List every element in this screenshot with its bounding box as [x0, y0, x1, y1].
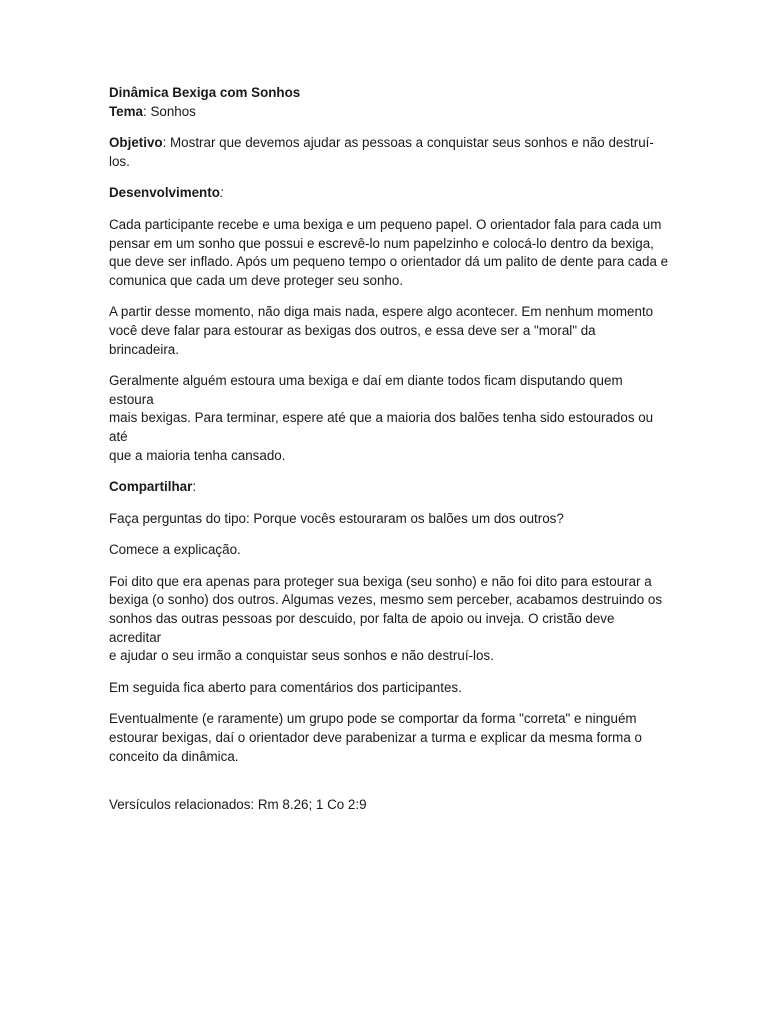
desenvolvimento-colon: : — [219, 185, 224, 201]
objetivo-separator: : — [162, 135, 171, 151]
desenvolvimento-paragraph — [109, 303, 669, 359]
compartilhar-section — [109, 510, 669, 767]
compartilhar-paragraph — [109, 710, 669, 766]
compartilhar-heading: Compartilhar — [109, 479, 193, 495]
paragraph-line: que deve ser inflado. Após um pequeno tempo o orientador dá um palito de dente para cada e — [109, 254, 669, 270]
desenvolvimento-heading: Desenvolvimento — [109, 185, 220, 201]
objetivo-line — [109, 134, 669, 171]
objetivo-label: Objetivo — [109, 135, 163, 151]
desenvolvimento-paragraph — [109, 216, 669, 290]
versiculos-line: Versículos relacionados: Rm 8.26; 1 Co 2:9 — [109, 797, 367, 813]
paragraph-line: Foi dito que era apenas para proteger sua bexiga (seu sonho) e não foi dito para estourar a — [109, 573, 652, 589]
compartilhar-heading-line — [109, 478, 669, 497]
desenvolvimento-paragraph — [109, 372, 669, 465]
paragraph-line: Faça perguntas do tipo: Porque vocês estouraram os balões um dos outros? — [109, 510, 564, 526]
paragraph-line: A partir desse momento, não diga mais nada, espere algo acontecer. Em nenhum momento — [109, 304, 654, 320]
compartilhar-paragraph — [109, 573, 669, 666]
paragraph-line: que a maioria tenha cansado. — [109, 447, 286, 463]
paragraph-line: comunica que cada um deve proteger seu sonho. — [109, 272, 404, 288]
paragraph-line: Cada participante recebe e uma bexiga e um pequeno papel. O orientador fala para cada um — [109, 216, 662, 232]
paragraph-line: sonhos das outras pessoas por descuido, por falta de apoio ou inveja. O cristão deve acreditar — [109, 611, 615, 645]
tema-value: Sonhos — [150, 103, 196, 119]
paragraph-line: você deve falar para estourar as bexigas dos outros, e essa deve ser a "moral" da brincadeira. — [109, 322, 596, 357]
objetivo-text: Mostrar que devemos ajudar as pessoas a conquistar seus sonhos e não destruí-los. — [109, 135, 654, 169]
paragraph-line: Comece a explicação. — [109, 542, 241, 558]
paragraph-line: estourar bexigas, daí o orientador deve parabenizar a turma e explicar da mesma forma o — [109, 730, 642, 746]
compartilhar-paragraph — [109, 679, 669, 698]
compartilhar-paragraph — [109, 510, 669, 529]
tema-separator: : — [143, 103, 151, 119]
paragraph-line: mais bexigas. Para terminar, espere até que a maioria dos balões tenha sido estourados ou até — [109, 410, 654, 444]
compartilhar-paragraph — [109, 541, 669, 560]
paragraph-line: pensar em um sonho que possui e escrevê-lo num papelzinho e colocá-lo dentro da bexiga, — [109, 235, 654, 251]
compartilhar-colon: : — [192, 479, 197, 495]
document-title: Dinâmica Bexiga com Sonhos — [109, 85, 301, 100]
document-page — [109, 84, 669, 815]
desenvolvimento-section — [109, 216, 669, 465]
paragraph-line: bexiga (o sonho) dos outros. Algumas vezes, mesmo sem perceber, acabamos destruindo os — [109, 592, 663, 608]
paragraph-line: Em seguida fica aberto para comentários dos participantes. — [109, 679, 462, 695]
tema-label: Tema — [109, 103, 143, 119]
paragraph-line: Eventualmente (e raramente) um grupo pode se comportar da forma "correta" e ninguém — [109, 711, 637, 727]
paragraph-line: Geralmente alguém estoura uma bexiga e daí em diante todos ficam disputando quem estoura — [109, 373, 623, 407]
paragraph-line: conceito da dinâmica. — [109, 748, 239, 764]
paragraph-line: e ajudar o seu irmão a conquistar seus sonhos e não destruí-los. — [109, 648, 494, 664]
tema-line — [109, 103, 669, 122]
desenvolvimento-heading-line — [109, 184, 669, 203]
